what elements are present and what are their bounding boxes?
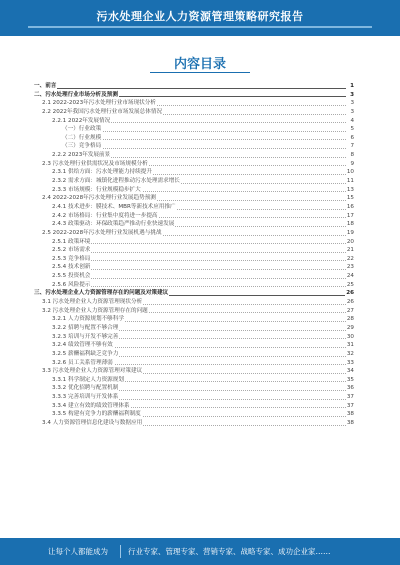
toc-leader-dots [62,131,346,132]
toc-entry[interactable] [34,263,354,272]
toc-entry[interactable] [34,341,354,350]
toc-entry-page: 7 [350,143,354,150]
toc-entry[interactable] [34,350,354,359]
toc-entry-label: 二、污水处理行业市场分析及预测 [34,91,118,98]
toc-entry-label: 3.2.4 绩效管理不够有效 [52,342,113,349]
toc-entry-label: 3.1 污水处理企业人力资源管理现状分析 [42,299,143,306]
toc-entry-page: 34 [346,368,354,375]
toc-entry-label: 3.2.3 培训与开发不够完善 [52,333,119,340]
toc-entry-label: 3.2.2 招聘与配置不够合理 [52,324,119,331]
toc-entry-page: 37 [346,394,354,401]
toc-entry-page: 26 [346,290,354,297]
toc-entry-label: 2.5.6 风险提示 [52,281,91,288]
toc-entry[interactable] [34,91,354,100]
toc-entry[interactable] [34,108,354,117]
toc-entry[interactable] [34,298,354,307]
toc-entry-label: 2.5.5 投资机会 [52,273,91,280]
toc-entry-label: 2.4 2022-2028年污水处理行业发展趋势预测 [42,195,156,202]
toc-entry-page: 17 [346,212,354,219]
toc-entry-label: 2.5 2022-2028年污水处理行业发展机遇与挑战 [42,229,162,236]
toc-entry-page: 3 [350,100,354,107]
toc-entry-page: 3 [350,108,354,115]
toc-entry-page: 18 [346,221,354,228]
toc-entry-page: 20 [346,238,354,245]
toc-heading: 内容目录 [173,57,226,72]
toc-entry-page: 21 [346,247,354,254]
toc-leader-dots [52,286,346,287]
toc-entry[interactable] [34,324,354,333]
toc-entry-label: 3.2 污水处理企业人力资源管理存在的问题 [42,307,148,314]
toc-entry-page: 26 [346,299,354,306]
toc-entry-page: 10 [346,169,354,176]
toc-entry[interactable] [34,281,354,290]
toc-entry-label: 3.4 人力资源管理信息化建设与数据应用 [42,419,143,426]
toc-entry-page: 37 [346,402,354,409]
toc-entry[interactable] [34,238,354,247]
toc-entry-page: 28 [346,316,354,323]
toc-entry-label: 2.2.2 2023年发展前景 [52,152,111,159]
toc-entry[interactable] [34,419,354,428]
toc-entry-page: 30 [346,333,354,340]
toc-entry-label: 2.5.1 政策环境 [52,238,91,245]
toc-entry-label: 3.3.1 科学制定人力资源规划 [52,376,124,383]
toc-entry-label: 一、前言 [34,83,57,89]
footer-divider [120,545,121,558]
toc-entry-page: 5 [350,126,354,133]
toc-entry[interactable] [34,203,354,212]
toc-entry-page: 3 [350,91,354,98]
toc-entry[interactable] [34,393,354,402]
toc-entry-label: 3.3.2 优化招聘与配置机制 [52,385,119,392]
toc-entry-page: 1 [350,83,354,89]
toc-leader-dots [52,278,346,279]
toc-entry-label: 2.3.3 市场规模：行业规模稳步扩大 [52,186,141,193]
toc-entry-label: 3.3.5 构建有竞争力的薪酬福利制度 [52,411,141,418]
toc-entry-label: 3.3 污水处理企业人力资源管理对策建议 [42,368,143,375]
toc-entry-page: 27 [346,307,354,314]
toc-leader-dots [62,139,346,140]
toc-entry-label: 2.2 2022年我国污水处理行业市场发展总体情况 [42,108,163,115]
toc-entry[interactable] [34,255,354,264]
toc-entry[interactable] [34,117,354,126]
toc-entry-label: 2.5.3 竞争格局 [52,255,91,262]
footer-slogan: 让每个人都能成为 [48,547,108,556]
header-banner [0,0,400,36]
toc-heading-rule [150,72,250,73]
toc-entry[interactable] [34,186,354,195]
toc-entry-label: 2.4.1 技术进步：膜技术、MBR等新技术应用推广 [52,203,176,210]
toc-entry-page: 24 [346,273,354,280]
toc-entry-page: 33 [346,359,354,366]
toc-entry[interactable] [34,289,354,298]
toc-entry-label: 3.2.1 人力资源规划不够科学 [52,316,124,323]
toc-entry-page: 9 [350,160,354,167]
toc-entry[interactable] [34,99,354,108]
toc-entry[interactable] [34,246,354,255]
toc-entry-page: 11 [346,178,354,185]
toc-entry-page: 16 [346,203,354,210]
toc-entry-page: 13 [346,186,354,193]
toc-entry-page: 25 [346,281,354,288]
toc-entry[interactable] [34,194,354,203]
footer-services: 行业专家、管理专家、营销专家、战略专家、成功企业家…… [128,547,331,556]
toc-entry[interactable] [34,134,354,143]
toc-entry-label: （一）行业政策 [62,126,102,133]
toc-entry-label: 三、污水处理企业人力资源管理存在的问题及对策建议 [34,290,169,297]
toc-entry[interactable] [34,177,354,186]
report-title: 污水处理企业人力资源管理策略研究报告 [96,10,304,23]
toc-entry-page: 32 [346,350,354,357]
toc-entry-label: 2.5.4 技术创新 [52,264,91,271]
toc-entry-page: 31 [346,342,354,349]
toc-entry[interactable] [34,151,354,160]
toc-leader-dots [52,252,346,253]
toc-entry[interactable] [34,402,354,411]
toc-entry[interactable] [34,410,354,419]
toc-leader-dots [52,260,346,261]
toc-entry-label: 2.4.2 市场格局：行业集中度将进一步提高 [52,212,158,219]
toc-entry-page: 36 [346,385,354,392]
toc-entry-page: 38 [346,411,354,418]
toc-entry[interactable] [34,384,354,393]
toc-entry-page: 22 [346,255,354,262]
header-accent-line [28,26,372,28]
toc-entry-label: 2.5.2 市场需求 [52,247,91,254]
toc-entry-label: 2.1 2022-2023年污水处理行业市场现状分析 [42,100,156,107]
toc-entry[interactable] [34,168,354,177]
toc-entry-page: 4 [350,117,354,124]
toc-leader-dots [52,269,346,270]
toc-entry-label: 3.2.5 薪酬福利缺乏竞争力 [52,350,119,357]
toc-entry-page: 15 [346,195,354,202]
toc-entry-page: 38 [346,419,354,426]
toc-entry[interactable] [34,307,354,316]
toc-entry[interactable] [34,376,354,385]
toc-entry[interactable] [34,229,354,238]
toc-leader-dots [62,148,346,149]
toc-entry-label: 2.3.2 需求方面：城镇化进程推动污水处理需求增长 [52,178,180,185]
toc-entry[interactable] [34,160,354,169]
table-of-contents [34,82,354,428]
toc-entry[interactable] [34,142,354,151]
toc-entry[interactable] [34,212,354,221]
toc-entry-label: 2.3.1 供给方面：污水处理能力持续提升 [52,169,152,176]
toc-entry[interactable] [34,315,354,324]
toc-entry-label: 3.3.4 建立有效的绩效管理体系 [52,402,130,409]
toc-leader-dots [34,88,346,89]
toc-entry-label: 3.2.6 员工关系管理薄弱 [52,359,113,366]
toc-entry-label: 3.3.3 完善培训与开发体系 [52,394,119,401]
toc-entry-label: （三）竞争格局 [62,143,102,150]
toc-entry-label: 2.2.1 2022年发展情况 [52,117,111,124]
toc-entry[interactable] [34,272,354,281]
toc-entry-page: 29 [346,324,354,331]
toc-entry[interactable] [34,367,354,376]
toc-leader-dots [52,243,346,244]
toc-entry-page: 19 [346,229,354,236]
toc-entry[interactable] [34,359,354,368]
toc-entry-label: （二）行业规模 [62,134,102,141]
toc-entry-page: 23 [346,264,354,271]
toc-entry[interactable] [34,333,354,342]
toc-entry-label: 2.3 污水处理行业供需状况及市场规模分析 [42,160,148,167]
toc-entry[interactable] [34,82,354,91]
toc-entry[interactable] [34,220,354,229]
toc-entry-page: 8 [350,152,354,159]
footer-banner [0,538,400,565]
toc-entry[interactable] [34,125,354,134]
toc-entry-label: 2.4.3 政策驱动：环保政策趋严推动行业快速发展 [52,221,175,228]
toc-entry-page: 6 [350,134,354,141]
toc-entry-page: 35 [346,376,354,383]
